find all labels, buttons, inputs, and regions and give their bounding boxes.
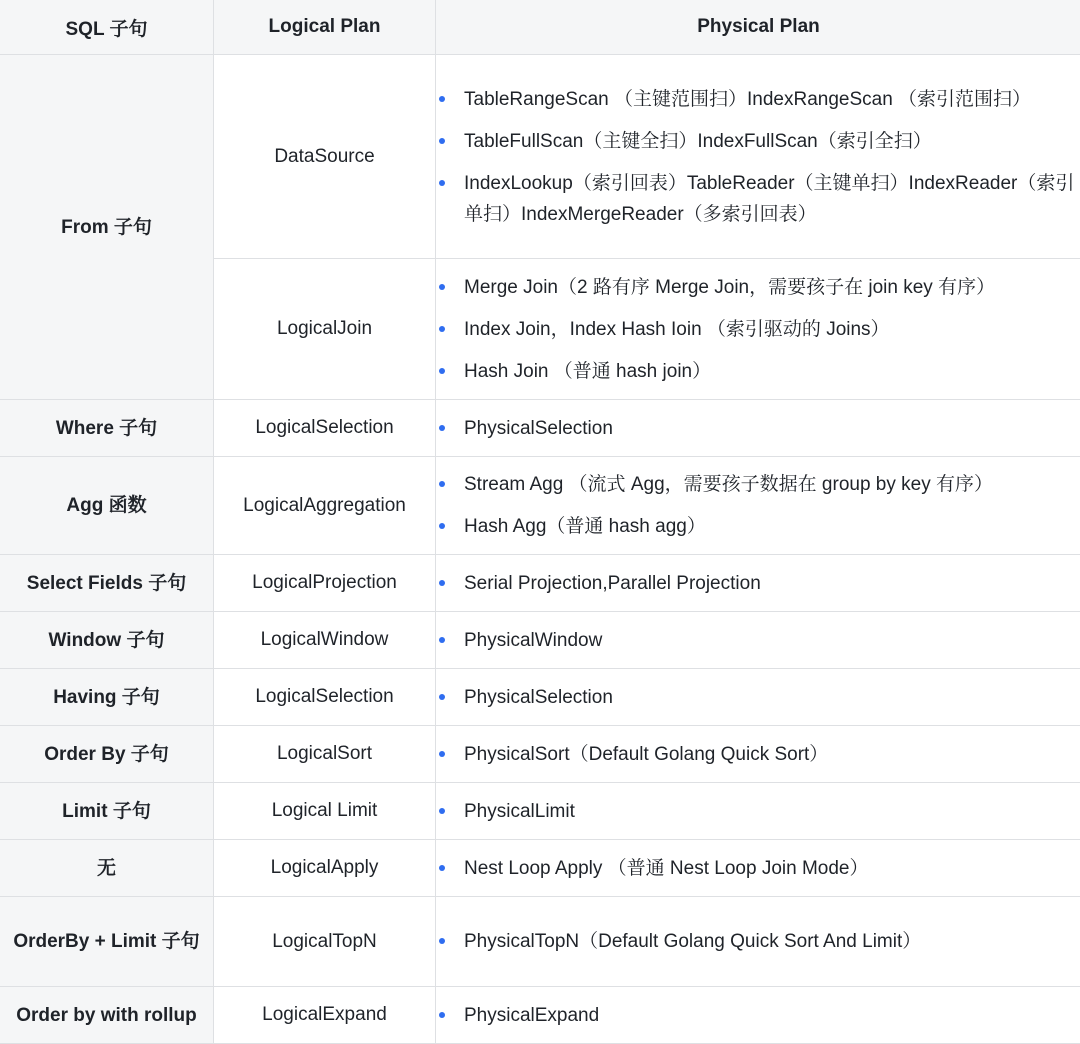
logical-cell: Logical Limit: [214, 783, 436, 840]
physical-cell: [436, 457, 1080, 555]
physical-cell: [436, 400, 1080, 457]
clause-cell: 无: [0, 840, 214, 897]
header-physical-plan: Physical Plan: [436, 0, 1080, 55]
physical-cell: [436, 555, 1080, 612]
physical-cell: [436, 783, 1080, 840]
logical-cell: LogicalJoin: [214, 259, 436, 400]
logical-cell: LogicalSelection: [214, 400, 436, 457]
table-row: [0, 669, 1080, 726]
list-item: Nest Loop Apply （普通 Nest Loop Join Mode）: [436, 853, 1080, 884]
header-row: [0, 0, 1080, 55]
list-item: Serial Projection,Parallel Projection: [436, 568, 1080, 599]
list-item: PhysicalSelection: [436, 413, 1080, 444]
list-item: PhysicalLimit: [436, 796, 1080, 827]
header-logical-plan: Logical Plan: [214, 0, 436, 55]
list-item: IndexLookup（索引回表）TableReader（主键单扫）IndexReader（索引单扫）IndexMergeReader（多索引回表）: [436, 168, 1080, 230]
clause-cell: Select Fields 子句: [0, 555, 214, 612]
table-row: [0, 457, 1080, 555]
list-item: Hash Agg（普通 hash agg）: [436, 511, 1080, 542]
logical-cell: LogicalSelection: [214, 669, 436, 726]
clause-cell: Limit 子句: [0, 783, 214, 840]
logical-cell: LogicalProjection: [214, 555, 436, 612]
table-row: [0, 987, 1080, 1044]
list-item: Hash Join （普通 hash join）: [436, 356, 1080, 387]
physical-cell: [436, 726, 1080, 783]
list-item: PhysicalWindow: [436, 625, 1080, 656]
logical-cell: LogicalExpand: [214, 987, 436, 1044]
physical-cell: [436, 669, 1080, 726]
logical-cell: LogicalAggregation: [214, 457, 436, 555]
list-item: TableFullScan（主键全扫）IndexFullScan（索引全扫）: [436, 126, 1080, 157]
table-row: [0, 783, 1080, 840]
clause-cell: OrderBy + Limit 子句: [0, 897, 214, 987]
list-item: Stream Agg （流式 Agg，需要孩子数据在 group by key 有序）: [436, 469, 1080, 500]
clause-cell: Window 子句: [0, 612, 214, 669]
list-item: TableRangeScan （主键范围扫）IndexRangeScan （索引范围扫）: [436, 84, 1080, 115]
logical-cell: LogicalSort: [214, 726, 436, 783]
physical-cell: [436, 840, 1080, 897]
physical-cell: [436, 55, 1080, 259]
table-row: [0, 897, 1080, 987]
list-item: PhysicalSelection: [436, 682, 1080, 713]
list-item: Index Join，Index Hash Ioin （索引驱动的 Joins）: [436, 314, 1080, 345]
table-row: [0, 726, 1080, 783]
clause-cell: Order By 子句: [0, 726, 214, 783]
list-item: Merge Join（2 路有序 Merge Join，需要孩子在 join key 有序）: [436, 272, 1080, 303]
logical-cell: DataSource: [214, 55, 436, 259]
physical-cell: [436, 987, 1080, 1044]
table-row: [0, 555, 1080, 612]
table-row: [0, 840, 1080, 897]
logical-cell: LogicalApply: [214, 840, 436, 897]
physical-cell: [436, 259, 1080, 400]
list-item: PhysicalExpand: [436, 1000, 1080, 1031]
clause-cell: Agg 函数: [0, 457, 214, 555]
list-item: PhysicalSort（Default Golang Quick Sort）: [436, 739, 1080, 770]
list-item: PhysicalTopN（Default Golang Quick Sort And Limit）: [436, 926, 1080, 957]
physical-cell: [436, 612, 1080, 669]
table-row: [0, 612, 1080, 669]
header-sql-clause: SQL 子句: [0, 0, 214, 55]
clause-cell: Having 子句: [0, 669, 214, 726]
clause-cell: Where 子句: [0, 400, 214, 457]
table-row: [0, 55, 1080, 259]
logical-cell: LogicalWindow: [214, 612, 436, 669]
clause-cell: From 子句: [0, 55, 214, 400]
physical-cell: [436, 897, 1080, 987]
logical-cell: LogicalTopN: [214, 897, 436, 987]
table-row: [0, 400, 1080, 457]
clause-cell: Order by with rollup: [0, 987, 214, 1044]
